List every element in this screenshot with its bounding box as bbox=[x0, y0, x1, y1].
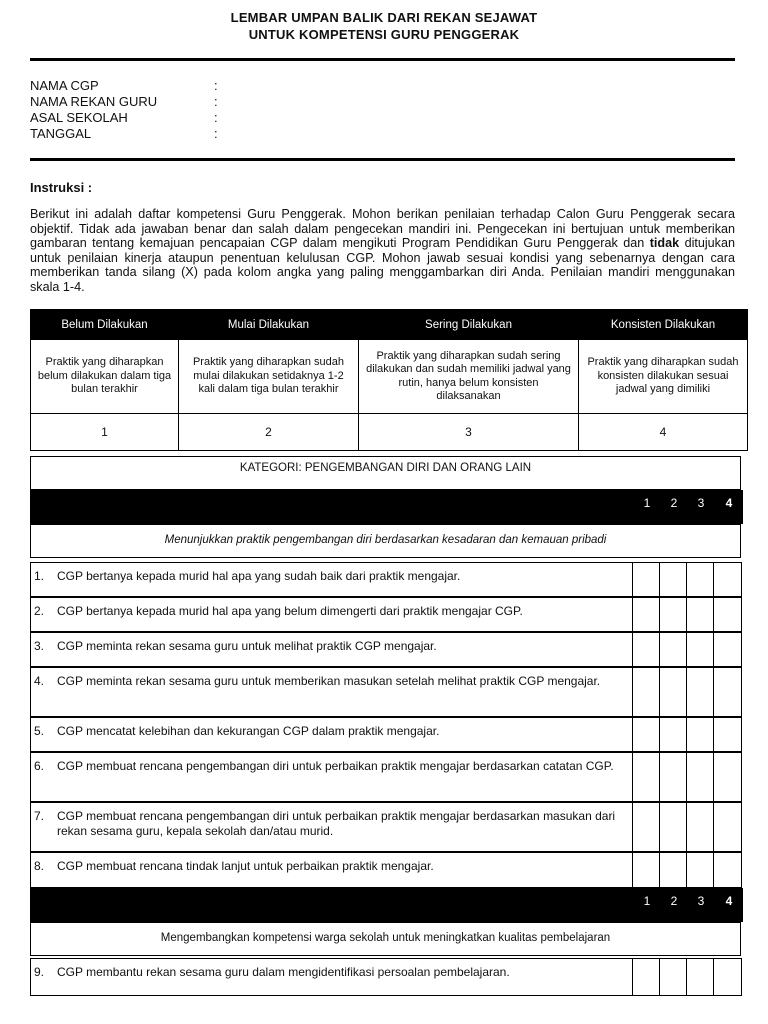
section-subtitle: Menunjukkan praktik pengembangan diri berdasarkan kesadaran dan kemauan pribadi bbox=[30, 524, 741, 558]
item-text: CGP bertanya kepada murid hal apa yang sudah baik dari praktik mengajar. bbox=[57, 569, 461, 583]
rating-cell-1[interactable] bbox=[632, 718, 660, 751]
category-title: KATEGORI: PENGEMBANGAN DIRI DAN ORANG LAIN bbox=[30, 456, 741, 490]
rating-cell-3[interactable] bbox=[686, 959, 714, 995]
rating-cell-2[interactable] bbox=[659, 718, 687, 751]
field-colon: : bbox=[214, 78, 218, 93]
rating-cell-1[interactable] bbox=[632, 563, 660, 596]
item-text: CGP mencatat kelebihan dan kekurangan CGP dalam praktik mengajar. bbox=[57, 724, 440, 738]
scale-desc-1: Praktik yang diharapkan belum dilakukan dalam tiga bulan terakhir bbox=[31, 340, 179, 414]
section-subtitle: Mengembangkan kompetensi warga sekolah untuk meningkatkan kualitas pembelajaran bbox=[30, 922, 741, 956]
rating-col-1: 1 bbox=[643, 496, 651, 510]
rating-col-3: 3 bbox=[697, 894, 705, 908]
rating-cell-2[interactable] bbox=[659, 853, 687, 887]
scale-desc-4: Praktik yang diharapkan sudah konsisten dilakukan sesuai jadwal yang dimiliki bbox=[579, 340, 748, 414]
scale-table bbox=[30, 309, 748, 451]
scale-header-mulai: Mulai Dilakukan bbox=[179, 310, 359, 340]
instructions-text-part2: ditujukan untuk penilaian kinerja ataupun penentuan kelulusan CGP. Mohon jawab sesuai kondisi yang sebenarnya dengan cara memberikan tanda silang (X) pada kolom angka yang paling menggambarkan diri Anda. Penilaian mandiri menggunakan skala 1-4. bbox=[30, 236, 735, 294]
rating-cell-4[interactable] bbox=[713, 959, 742, 995]
rating-cell-3[interactable] bbox=[686, 668, 714, 716]
rating-col-4: 4 bbox=[725, 894, 733, 908]
scale-header-sering: Sering Dilakukan bbox=[359, 310, 579, 340]
list-item bbox=[30, 852, 742, 888]
rating-cell-4[interactable] bbox=[713, 668, 742, 716]
rating-cell-2[interactable] bbox=[659, 633, 687, 666]
item-number: 5. bbox=[34, 724, 45, 738]
field-label-asal-sekolah: ASAL SEKOLAH bbox=[30, 110, 128, 125]
scale-number-4: 4 bbox=[579, 414, 748, 451]
rating-cell-2[interactable] bbox=[659, 803, 687, 851]
item-text: CGP meminta rekan sesama guru untuk memberikan masukan setelah melihat praktik CGP mengajar. bbox=[57, 674, 601, 688]
item-text: CGP membuat rencana tindak lanjut untuk perbaikan praktik mengajar. bbox=[57, 859, 434, 873]
rating-cell-3[interactable] bbox=[686, 598, 714, 631]
item-number: 2. bbox=[34, 604, 45, 618]
list-item bbox=[30, 597, 742, 632]
item-text: CGP membuat rencana pengembangan diri untuk perbaikan praktik mengajar berdasarkan catatan CGP. bbox=[57, 759, 614, 773]
rating-cell-2[interactable] bbox=[659, 668, 687, 716]
item-number: 7. bbox=[34, 809, 45, 823]
document-title-line2: UNTUK KOMPETENSI GURU PENGGERAK bbox=[248, 27, 520, 42]
field-colon: : bbox=[214, 94, 218, 109]
item-number: 6. bbox=[34, 759, 45, 773]
rating-cell-1[interactable] bbox=[632, 853, 660, 887]
rating-cell-2[interactable] bbox=[659, 563, 687, 596]
rating-cell-2[interactable] bbox=[659, 598, 687, 631]
scale-header-konsisten: Konsisten Dilakukan bbox=[579, 310, 748, 340]
rating-cell-4[interactable] bbox=[713, 718, 742, 751]
rating-cell-4[interactable] bbox=[713, 633, 742, 666]
scale-desc-3: Praktik yang diharapkan sudah sering dilakukan dan sudah memiliki jadwal yang rutin, hanya belum konsisten dilaksanakan bbox=[359, 340, 579, 414]
instructions-text-part1: Berikut ini adalah daftar kompetensi Guru Penggerak. Mohon berikan penilaian terhadap Calon Guru Penggerak secara objektif. Tidak ada jawaban benar dan salah dalam pengecekan mandiri ini. Pengecekan ini bertujuan untuk memberikan gambaran tentang kemajuan pencapaian CGP dalam mengikuti Program Pendidikan Guru Penggerak dan bbox=[30, 207, 735, 251]
item-text: CGP bertanya kepada murid hal apa yang belum dimengerti dari praktik mengajar CGP. bbox=[57, 604, 523, 618]
rating-cell-3[interactable] bbox=[686, 853, 714, 887]
rating-cell-4[interactable] bbox=[713, 598, 742, 631]
list-item bbox=[30, 802, 742, 852]
field-colon: : bbox=[214, 126, 218, 141]
rating-cell-3[interactable] bbox=[686, 753, 714, 801]
rating-col-3: 3 bbox=[697, 496, 705, 510]
rating-cell-3[interactable] bbox=[686, 633, 714, 666]
rating-cell-3[interactable] bbox=[686, 718, 714, 751]
instructions-heading: Instruksi : bbox=[30, 180, 93, 195]
item-number: 9. bbox=[34, 965, 45, 979]
rating-cell-1[interactable] bbox=[632, 598, 660, 631]
rating-col-4: 4 bbox=[725, 496, 733, 510]
field-label-tanggal: TANGGAL bbox=[30, 126, 92, 141]
instructions-text bbox=[30, 207, 735, 295]
scale-number-2: 2 bbox=[179, 414, 359, 451]
rating-header-bar bbox=[30, 490, 743, 524]
rating-cell-1[interactable] bbox=[632, 803, 660, 851]
field-label-nama-cgp: NAMA CGP bbox=[30, 78, 99, 93]
item-text: CGP membuat rencana pengembangan diri untuk perbaikan praktik mengajar berdasarkan masukan dari rekan sesama guru, kepala sekolah dan/atau murid. bbox=[57, 809, 616, 838]
document-title-line1: LEMBAR UMPAN BALIK DARI REKAN SEJAWAT bbox=[230, 10, 538, 25]
rating-cell-1[interactable] bbox=[632, 753, 660, 801]
list-item bbox=[30, 958, 742, 996]
scale-header-belum: Belum Dilakukan bbox=[31, 310, 179, 340]
rating-col-2: 2 bbox=[670, 894, 678, 908]
scale-number-1: 1 bbox=[31, 414, 179, 451]
item-text: CGP meminta rekan sesama guru untuk melihat praktik CGP mengajar. bbox=[57, 639, 437, 653]
rating-header-bar bbox=[30, 888, 743, 922]
rating-col-1: 1 bbox=[643, 894, 651, 908]
scale-number-3: 3 bbox=[359, 414, 579, 451]
scale-desc-2: Praktik yang diharapkan sudah mulai dilakukan setidaknya 1-2 kali dalam tiga bulan terakhir bbox=[179, 340, 359, 414]
field-colon: : bbox=[214, 110, 218, 125]
instructions-bold-word: tidak bbox=[649, 236, 680, 251]
list-item bbox=[30, 717, 742, 752]
item-number: 4. bbox=[34, 674, 45, 688]
item-number: 1. bbox=[34, 569, 45, 583]
list-item bbox=[30, 667, 742, 717]
rating-cell-4[interactable] bbox=[713, 563, 742, 596]
rating-cell-4[interactable] bbox=[713, 753, 742, 801]
rating-cell-4[interactable] bbox=[713, 853, 742, 887]
rating-cell-2[interactable] bbox=[659, 959, 687, 995]
item-text: CGP membantu rekan sesama guru dalam mengidentifikasi persoalan pembelajaran. bbox=[57, 965, 510, 979]
rating-cell-3[interactable] bbox=[686, 803, 714, 851]
top-rule bbox=[30, 58, 735, 61]
rating-cell-2[interactable] bbox=[659, 753, 687, 801]
list-item bbox=[30, 632, 742, 667]
rating-cell-1[interactable] bbox=[632, 633, 660, 666]
list-item bbox=[30, 752, 742, 802]
item-number: 8. bbox=[34, 859, 45, 873]
rating-cell-3[interactable] bbox=[686, 563, 714, 596]
rating-col-2: 2 bbox=[670, 496, 678, 510]
rating-cell-1[interactable] bbox=[632, 959, 660, 995]
bottom-rule bbox=[30, 158, 735, 161]
rating-cell-1[interactable] bbox=[632, 668, 660, 716]
rating-cell-4[interactable] bbox=[713, 803, 742, 851]
item-number: 3. bbox=[34, 639, 45, 653]
field-label-nama-rekan-guru: NAMA REKAN GURU bbox=[30, 94, 158, 109]
list-item bbox=[30, 562, 742, 597]
